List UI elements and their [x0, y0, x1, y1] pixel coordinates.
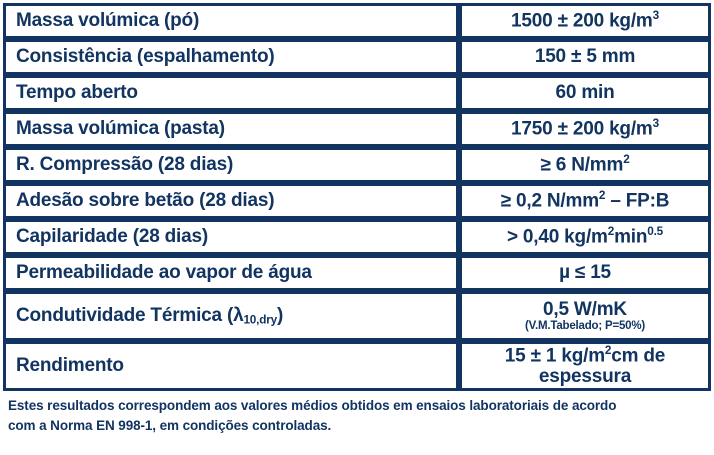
- property-cell: Massa volúmica (pasta): [3, 111, 459, 147]
- property-cell: R. Compressão (28 dias): [3, 147, 459, 183]
- table-row: [3, 111, 711, 147]
- value-cell: ≥ 6 $N/mm^2$: [459, 147, 711, 183]
- footnote-line-2: com a Norma EN 998-1, em condições controladas.: [8, 417, 332, 433]
- table-row: [3, 147, 711, 183]
- value-cell: > 0,40 $kg/m^2\min^{0.5}$: [459, 219, 711, 255]
- value-cell: ≥ 0,2 $N/mm^2$ – FP:B: [459, 183, 711, 219]
- technical-data-sheet: [0, 3, 714, 455]
- value-cell: 15 ± 1 $kg/m^2cm$ de espessura: [459, 341, 711, 391]
- technical-specs-table: [3, 3, 711, 391]
- table-row: [3, 291, 711, 341]
- property-cell: Permeabilidade ao vapor de água: [3, 255, 459, 291]
- value-cell: 150 ± 5 mm: [459, 39, 711, 75]
- value-cell: 1500 ± 200 $kg/m^3$: [459, 3, 711, 39]
- table-row: [3, 255, 711, 291]
- table-row: [3, 75, 711, 111]
- footnote-line-1: Estes resultados correspondem aos valores médios obtidos em ensaios laboratoriais de acordo: [8, 398, 617, 413]
- footnote: [8, 396, 706, 435]
- value-cell: 0,5 W/mK (V.M.Tabelado; P=50%): [459, 291, 711, 341]
- value-cell: 60 min: [459, 75, 711, 111]
- property-cell: Massa volúmica (pó): [3, 3, 459, 39]
- table-row: [3, 39, 711, 75]
- property-cell: Tempo aberto: [3, 75, 459, 111]
- table-row: [3, 3, 711, 39]
- table-row: [3, 183, 711, 219]
- value-cell: µ ≤ 15: [459, 255, 711, 291]
- table-row: [3, 341, 711, 391]
- property-cell: Capilaridade (28 dias): [3, 219, 459, 255]
- property-cell: Rendimento: [3, 341, 459, 391]
- property-cell: Consistência (espalhamento): [3, 39, 459, 75]
- value-cell: 1750 ± 200 $kg/m^3$: [459, 111, 711, 147]
- property-cell: Adesão sobre betão (28 dias): [3, 183, 459, 219]
- property-cell: Condutividade Térmica $(\lambda_{10,dry})$: [3, 291, 459, 341]
- table-row: [3, 219, 711, 255]
- table-body: [3, 3, 711, 391]
